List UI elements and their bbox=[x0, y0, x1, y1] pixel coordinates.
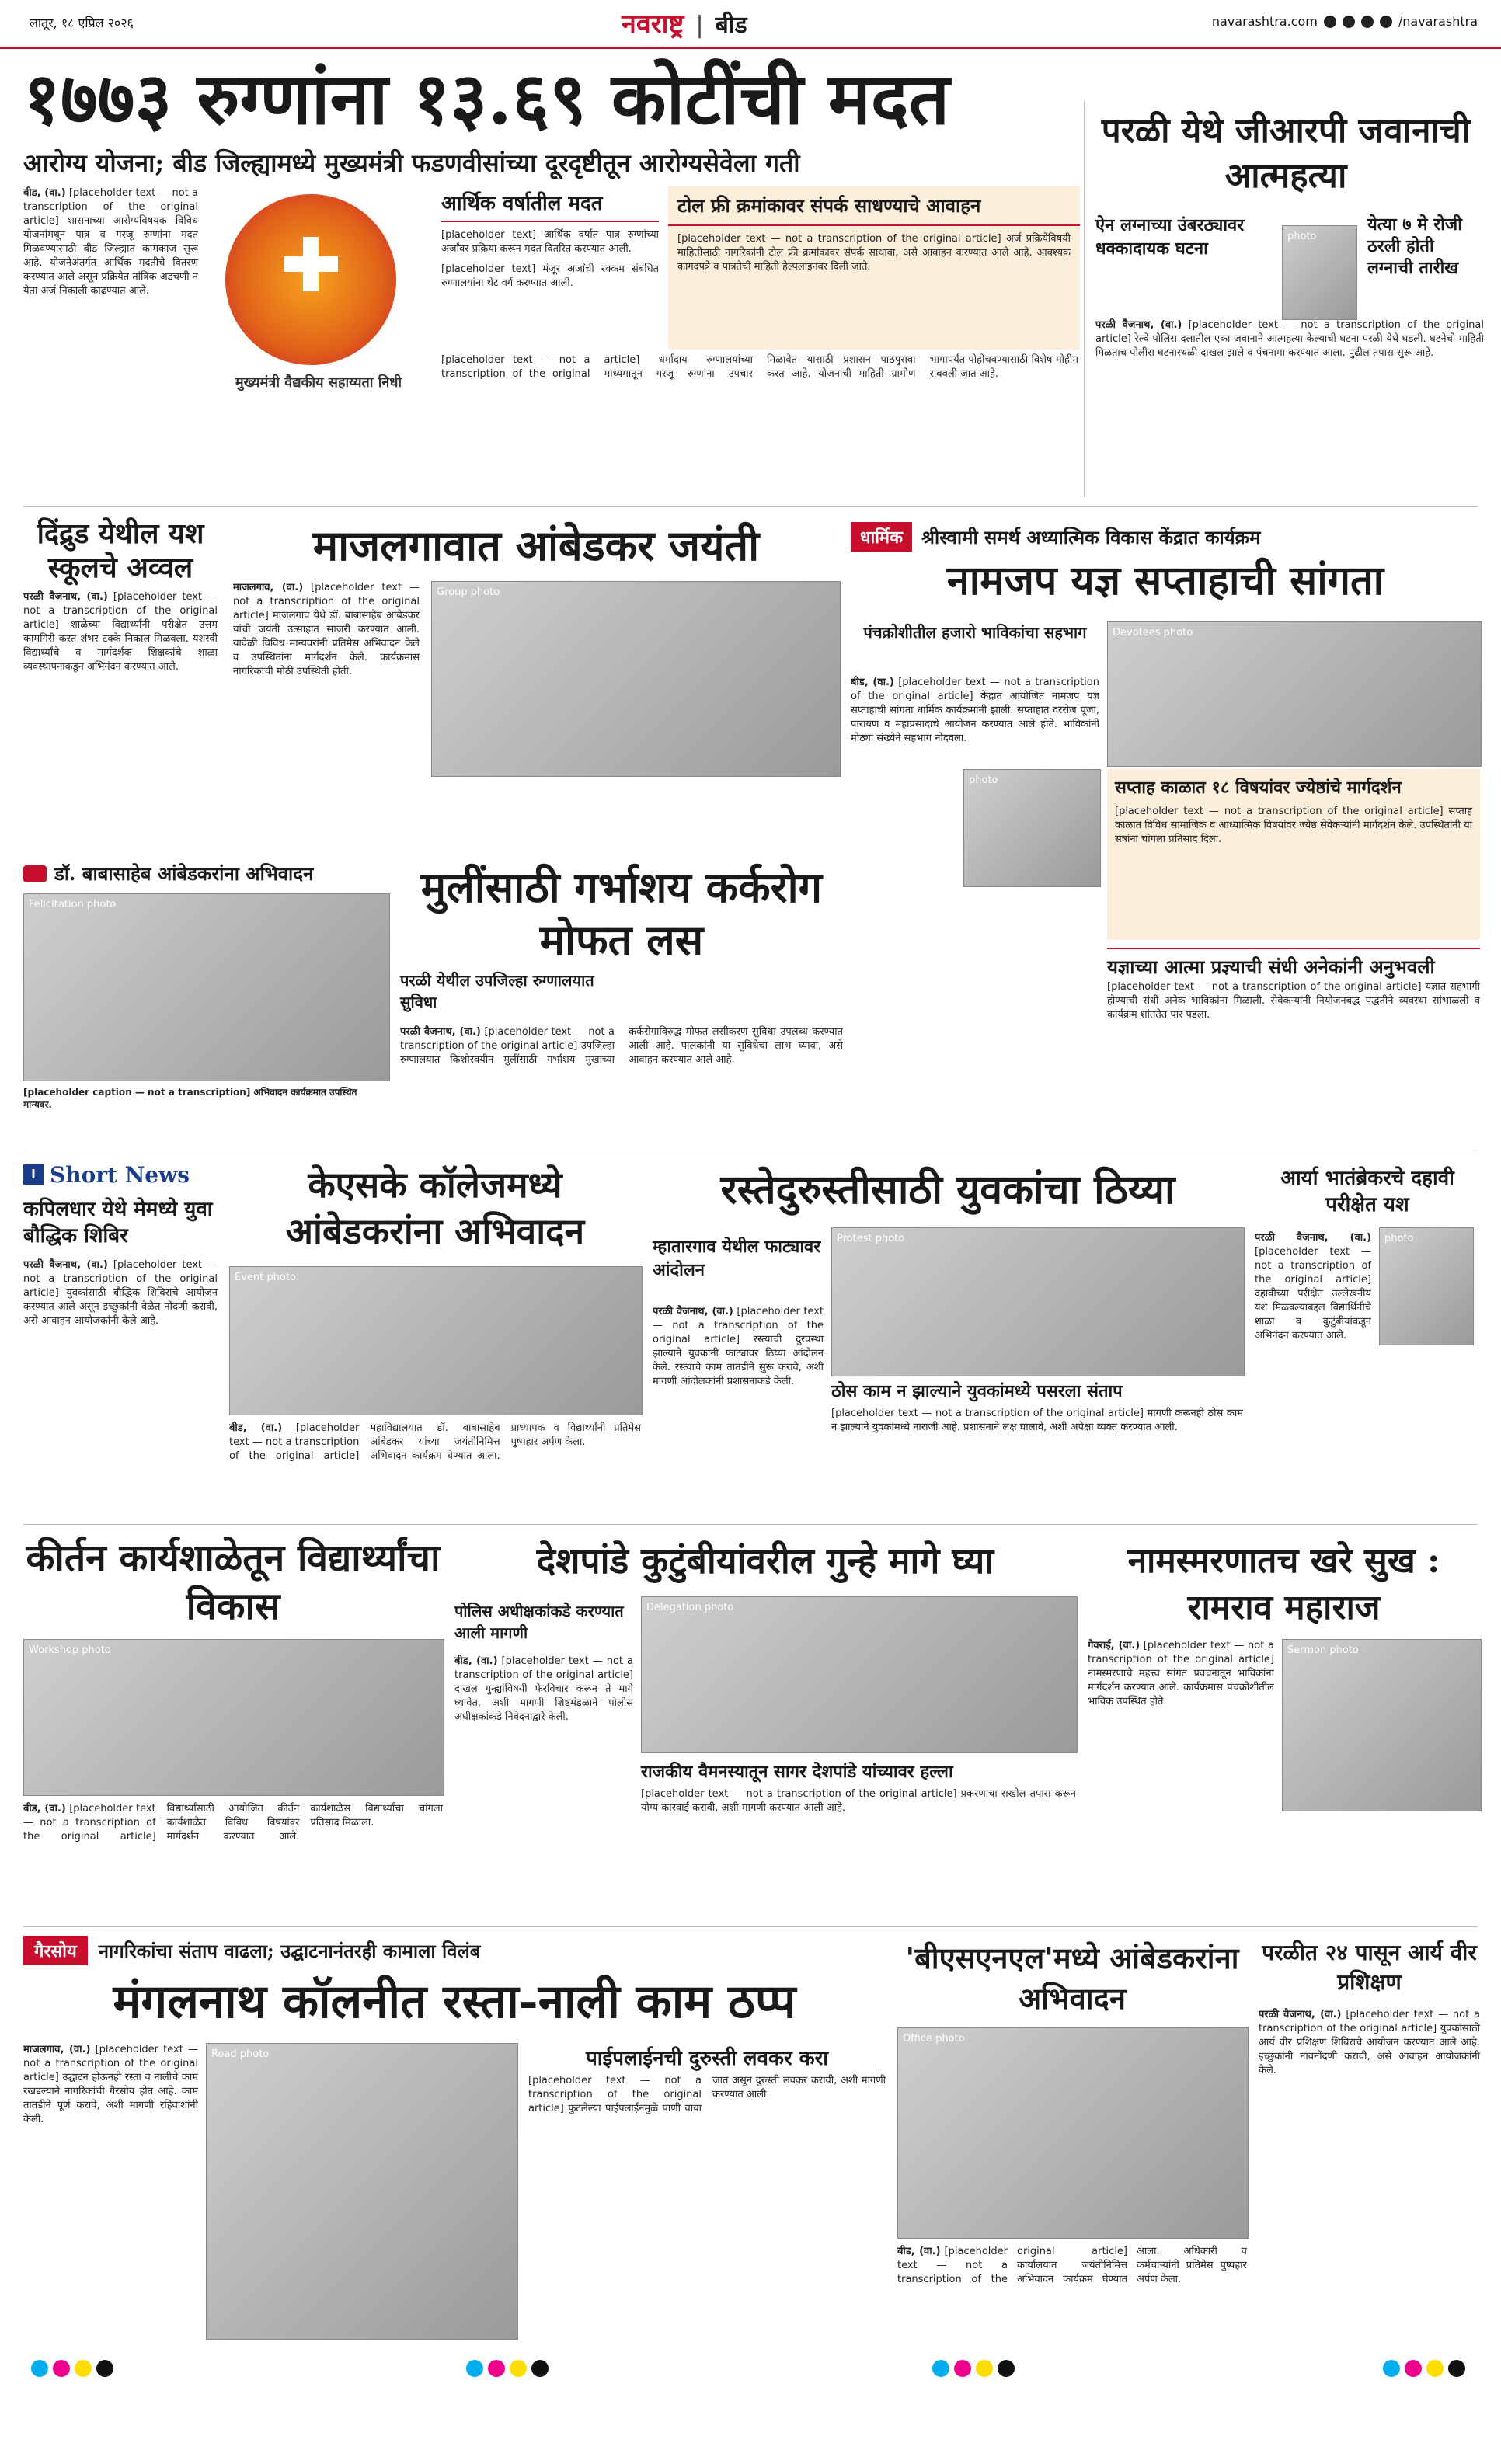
camera-icon bbox=[23, 865, 47, 882]
colony-sub-col bbox=[528, 2074, 886, 2338]
parli-jawan-photo: photo bbox=[1282, 225, 1357, 320]
colony-sub-body: [placeholder text — not a transcription of the original article] फुटलेल्या पाईपलाईनमुळे पाणी वाया जात असून दुरुस्ती लवकर करावी, अशी मागणी करण्यात आली. bbox=[528, 2075, 886, 2114]
deshpande-subhead: पोलिस अधीक्षकांकडे करण्यात आली मागणी bbox=[454, 1602, 624, 1642]
kirtan-photo: Workshop photo bbox=[23, 1639, 444, 1796]
colony-kicker: नागरिकांचा संताप वाढला; उद्घाटनानंतरही कामाला विलंब bbox=[98, 1939, 481, 1962]
samarth-body: [placeholder text — not a transcription of the original article] केंद्रात आयोजित नामजप यज्ञ सप्ताहाची सांगता धार्मिक कार्यक्रमांनी झाली. सप्ताहात दररोज पूजा, पारायण व महाप्रसादाचे आयोजन करण्यात आले होते. भाविकांनी मोठ्या संख्येने सहभाग नोंदवला. bbox=[851, 677, 1099, 744]
lead-dateline: बीड, (वा.) bbox=[23, 187, 66, 199]
roads-body: [placeholder text — not a transcription of the original article] रस्त्याची दुरवस्था झाल्याने युवकांनी फाट्यावर ठिय्या आंदोलन केले. रस्त्याचे काम तातडीने सुरू करावे, अशी मागणी आंदोलकांनी प्रशासनाकडे केली. bbox=[653, 1306, 824, 1387]
ramrao-body: [placeholder text — not a transcription of the original article] नामस्मरणाचे महत्त्व सांगत प्रवचनातून भाविकांना मार्गदर्शन करण्यात आले. कार्यक्रमास पंचक्रोशीतील भाविक उपस्थित होते. bbox=[1088, 1640, 1274, 1707]
samarth-tag: धार्मिक bbox=[851, 522, 912, 552]
facebook-icon[interactable] bbox=[1324, 16, 1336, 28]
lead-body: [placeholder text — not a transcription of the original article] शासनाच्या आरोग्यविषयक विविध योजनांमधून पात्र व गरजू रुग्णांना मदत मिळवण्यासाठी बीड जिल्ह्यात कामकाज सुरू आहे. योजनेअंतर्गत आर्थिक मदतीचे वितरण करण्यात आले असून प्रक्रियेत तांत्रिक अडचणी न येता अर्ज निकाली काढण्यात आले. bbox=[23, 187, 198, 297]
colony-body: [placeholder text — not a transcription of the original article] उद्घाटन होऊनही रस्ता व नालीचे काम रखडल्याने नागरिकांची गैरसोय होत आहे. काम तातडीने पूर्ण करावे, अशी मागणी रहिवाशांनी केली. bbox=[23, 2044, 198, 2125]
reg-dot-yellow-2 bbox=[510, 2360, 527, 2377]
kesk-headline: केएसके कॉलेजमध्ये आंबेडकरांना अभिवादन bbox=[285, 1164, 585, 1252]
bsnl-body-col bbox=[897, 2245, 1247, 2338]
reg-dot-black-3 bbox=[998, 2360, 1015, 2377]
majalgaon-headline: माजलगावात आंबेडकर जयंती bbox=[312, 520, 760, 570]
masthead bbox=[0, 0, 1501, 49]
samarth-yagya-body: [placeholder text — not a transcription of the original article] यज्ञात सहभागी होण्याची संधी अनेक भाविकांना मिळाली. सेवेकऱ्यांनी नियोजनबद्ध पद्धतीने व्यवस्था सांभाळली व कार्यक्रम शांततेत पार पडला. bbox=[1107, 981, 1480, 1021]
arya-training-body: [placeholder text — not a transcription of the original article] युवकांसाठी आर्य वीर प्रशिक्षण शिबिराचे आयोजन करण्यात आले आहे. इच्छुकांनी नावनोंदणी करावी, असे आवाहन आयोजकांनी केले. bbox=[1259, 2009, 1480, 2076]
deshpande-dateline: बीड, (वा.) bbox=[454, 1655, 498, 1667]
reg-dot-magenta-1 bbox=[53, 2360, 70, 2377]
samarth-guidance-title: सप्ताह काळात १८ विषयांवर ज्येष्ठांचे मार्गदर्शन bbox=[1115, 778, 1402, 798]
majalgaon-photo: Group photo bbox=[431, 581, 841, 777]
kesk-dateline: बीड, (वा.) bbox=[229, 1422, 283, 1434]
colony-strip bbox=[23, 1934, 886, 1967]
ambedkar-photo: Felicitation photo bbox=[23, 893, 390, 1081]
bsnl-photo: Office photo bbox=[897, 2027, 1249, 2239]
bsnl-body: [placeholder text — not a transcription of the original article] कार्यालयात जयंतीनिमित्त अभिवादन कार्यक्रम घेण्यात आला. अधिकारी व कर्मचाऱ्यांनी प्रतिमेस पुष्पहार अर्पण केला. bbox=[897, 2246, 1247, 2285]
reg-dot-black-1 bbox=[96, 2360, 113, 2377]
samarth-dateline: बीड, (वा.) bbox=[851, 677, 894, 688]
colony-photo: Road photo bbox=[206, 2043, 518, 2340]
roads-box-title: ठोस काम न झाल्याने युवकांमध्ये पसरला संताप bbox=[831, 1381, 1123, 1401]
kesk-body: [placeholder text — not a transcription of the original article] महाविद्यालयात डॉ. बाबासाहेब आंबेडकर यांच्या जयंतीनिमित्त अभिवादन कार्यक्रम घेण्यात आला. प्राध्यापक व विद्यार्थ्यांनी प्रतिमेस पुष्पहार अर्पण केला. bbox=[229, 1422, 641, 1462]
kirtan-headline: कीर्तन कार्यशाळेतून विद्यार्थ्यांचा विकास bbox=[26, 1537, 441, 1628]
fiscal-box bbox=[441, 188, 659, 291]
reg-dot-magenta-2 bbox=[488, 2360, 505, 2377]
brand-logo: नवराष्ट्र | बीड bbox=[622, 9, 747, 40]
roads-body-col bbox=[653, 1305, 824, 1515]
colony-body-col bbox=[23, 2043, 198, 2338]
arya-photo: photo bbox=[1379, 1227, 1474, 1345]
deshpande-photo-title: राजकीय वैमनस्यातून सागर देशपांडे यांच्यावर हल्ला bbox=[641, 1762, 953, 1782]
reg-dot-magenta-4 bbox=[1405, 2360, 1422, 2377]
arya-headline: आर्या भातंब्रेकरचे दहावी परीक्षेत यश bbox=[1280, 1167, 1454, 1216]
didrud-dateline: परळी वैजनाथ, (वा.) bbox=[23, 591, 108, 603]
colony-sub-title: पाईपलाईनची दुरुस्ती लवकर करा bbox=[585, 2047, 829, 2070]
cervical-headline: मुलींसाठी गर्भाशय कर्करोग मोफत लस bbox=[420, 862, 823, 965]
website-link[interactable]: navarashtra.com bbox=[1211, 14, 1318, 29]
roads-box bbox=[831, 1379, 1243, 1515]
ramrao-photo: Sermon photo bbox=[1282, 1639, 1482, 1811]
tollfree-body: [placeholder text — not a transcription of the original article] अर्ज प्रक्रियेविषयी माहितीसाठी नागरिकांनी टोल फ्री क्रमांकावर संपर्क साधावा, असे आवाहन करण्यात आले आहे. आवश्यक कागदपत्रे व पात्रतेची माहिती हेल्पलाइनवर दिली जाते. bbox=[677, 233, 1071, 273]
masthead-web bbox=[1212, 14, 1478, 29]
deshpande-photo: Delegation photo bbox=[641, 1596, 1078, 1753]
roads-headline: रस्तेदुरुस्तीसाठी युवकांचा ठिय्या bbox=[720, 1166, 1175, 1213]
arya-dateline: परळी वैजनाथ, (वा.) bbox=[1255, 1232, 1371, 1244]
lead-headline: १७७३ रुग्णांना १३.६९ कोटींची मदत bbox=[23, 57, 950, 141]
twitter-icon[interactable] bbox=[1343, 16, 1355, 28]
short-news-text: Short News bbox=[50, 1161, 190, 1188]
samarth-yagya-title: यज्ञाच्या आत्मा प्रज्ञ्याची संधी अनेकांनी अनुभवली bbox=[1107, 948, 1480, 980]
cervical-body: [placeholder text — not a transcription of the original article] उपजिल्हा रुग्णालयात किशोरवयीन मुलींसाठी गर्भाशय मुखाच्या कर्करोगाविरुद्ध मोफत लसीकरण सुविधा उपलब्ध करण्यात आली आहे. पालकांनी या सुविधेचा लाभ घ्यावा, असे आवाहन करण्यात आले आहे. bbox=[400, 1026, 843, 1066]
arya-training-headline: परळीत २४ पासून आर्य वीर प्रशिक्षण bbox=[1262, 1940, 1477, 1995]
reg-dot-yellow-4 bbox=[1426, 2360, 1444, 2377]
roads-dateline: परळी वैजनाथ, (वा.) bbox=[653, 1306, 733, 1317]
samarth-photo-2: photo bbox=[963, 769, 1101, 887]
roads-subhead: म्हातारगाव येथील फाट्यावर आंदोलन bbox=[653, 1237, 821, 1280]
samarth-subhead: पंचक्रोशीतील हजारो भाविकांचा सहभाग bbox=[863, 623, 1087, 642]
reg-dot-magenta-3 bbox=[954, 2360, 971, 2377]
kirtan-body: [placeholder text — not a transcription of the original article] विद्यार्थ्यांसाठी आयोजित कीर्तन कार्यशाळेत विविध विषयांवर मार्गदर्शन करण्यात आले. कार्यशाळेस विद्यार्थ्यांचा चांगला प्रतिसाद मिळाला. bbox=[23, 1803, 443, 1843]
short-news-body-col bbox=[23, 1258, 218, 1515]
samarth-kicker: श्रीस्वामी समर्थ अध्यात्मिक विकास केंद्रात कार्यक्रम bbox=[921, 525, 1261, 548]
majalgaon-body: [placeholder text — not a transcription of the original article] माजलगाव येथे डॉ. बाबासाहेब आंबेडकर यांची जयंती उत्साहात साजरी करण्यात आली. यावेळी विविध मान्यवरांनी प्रतिमेस अभिवादन केले व उपस्थितांना मार्गदर्शन केले. कार्यक्रमास नागरिकांची मोठी उपस्थिती होती. bbox=[233, 582, 420, 677]
samarth-yagya-col bbox=[1107, 980, 1480, 1143]
reg-dot-black-2 bbox=[531, 2360, 549, 2377]
samarth-guidance-body: [placeholder text — not a transcription of the original article] सप्ताह काळात विविध सामाजिक व आध्यात्मिक विषयांवर ज्येष्ठ सेवेकऱ्यांनी मार्गदर्शन केले. उपस्थितांनी या सत्रांना चांगला प्रतिसाद दिला. bbox=[1115, 806, 1472, 845]
didrud-headline: दिंद्रुड येथील यश स्कूलचे अव्वल bbox=[37, 517, 204, 584]
samarth-headline: नामजप यज्ञ सप्ताहाची सांगता bbox=[946, 557, 1384, 604]
didrud-body-col bbox=[23, 590, 218, 851]
ramrao-body-col bbox=[1088, 1639, 1274, 1919]
arya-body: [placeholder text — not a transcription of the original article] दहावीच्या परीक्षेत उल्लेखनीय यश मिळवल्याबद्दल विद्यार्थिनीचे शाळा व कुटुंबीयांकडून अभिनंदन करण्यात आले. bbox=[1255, 1246, 1371, 1342]
reg-dot-cyan-4 bbox=[1383, 2360, 1400, 2377]
ambedkar-photo-title-text: डॉ. बाबासाहेब आंबेडकरांना अभिवादन bbox=[54, 862, 314, 885]
arya-body-col bbox=[1255, 1231, 1371, 1344]
majalgaon-dateline: माजलगाव, (वा.) bbox=[233, 582, 304, 593]
ambedkar-photo-caption: [placeholder caption — not a transcription] अभिवादन कार्यक्रमात उपस्थित मान्यवर. bbox=[23, 1087, 357, 1110]
cervical-dateline: परळी वैजनाथ, (वा.) bbox=[400, 1026, 481, 1038]
date-line: लातूर, १८ एप्रिल २०२६ bbox=[30, 16, 134, 30]
colony-tag: गैरसोय bbox=[23, 1936, 88, 1965]
kesk-photo: Event photo bbox=[229, 1266, 643, 1415]
reg-dot-black-4 bbox=[1448, 2360, 1465, 2377]
reg-dot-yellow-3 bbox=[976, 2360, 993, 2377]
samarth-photo-1: Devotees photo bbox=[1107, 621, 1482, 767]
reg-dot-yellow-1 bbox=[75, 2360, 92, 2377]
samarth-strip bbox=[851, 520, 1480, 553]
kesk-body-col bbox=[229, 1422, 641, 1515]
lead-body-cols bbox=[441, 353, 1078, 493]
samarth-guidance-box bbox=[1107, 769, 1480, 940]
deshpande-body-col bbox=[454, 1655, 633, 1919]
cervical-body-col bbox=[400, 1025, 843, 1142]
didrud-body: [placeholder text — not a transcription of the original article] शाळेच्या विद्यार्थ्यांनी परीक्षेत उत्तम कामगिरी करत शंभर टक्के निकाल मिळवला. यशस्वी विद्यार्थ्यांचे व मार्गदर्शक शिक्षकांचे शाळा व्यवस्थापनाकडून अभिनंदन करण्यात आले. bbox=[23, 591, 218, 673]
social-handle[interactable]: /navarashtra bbox=[1398, 14, 1478, 29]
bsnl-dateline: बीड, (वा.) bbox=[897, 2246, 941, 2257]
roads-box-body: [placeholder text — not a transcription of the original article] मागणी करूनही ठोस काम न झाल्याने युवकांमध्ये नाराजी आहे. प्रशासनाने लक्ष घालावे, अशी अपेक्षा व्यक्त करण्यात आली. bbox=[831, 1408, 1243, 1433]
deshpande-photo-body: [placeholder text — not a transcription of the original article] प्रकरणाचा सखोल तपास करून योग्य कारवाई करावी, अशी मागणी करण्यात आली आहे. bbox=[641, 1788, 1076, 1814]
lead-body-col1 bbox=[23, 186, 198, 497]
lead-subhead: आरोग्य योजना; बीड जिल्ह्यामध्ये मुख्यमंत्री फडणवीसांच्या दूरदृष्टीतून आरोग्यसेवेला गती bbox=[23, 148, 800, 178]
cm-fund-logo bbox=[210, 194, 427, 412]
fiscal-point-2: [placeholder text] मंजूर अर्जांची रक्कम संबंधित रुग्णालयांना थेट वर्ग करण्यात आली. bbox=[441, 263, 659, 289]
reg-dot-cyan-2 bbox=[466, 2360, 483, 2377]
fiscal-title: आर्थिक वर्षातील मदत bbox=[441, 188, 659, 222]
red-cross-icon bbox=[284, 237, 338, 291]
print-registration-strip bbox=[0, 2354, 1501, 2385]
roads-photo: Protest photo bbox=[831, 1227, 1245, 1376]
colony-headline: मंगलनाथ कॉलनीत रस्ता-नाली काम ठप्प bbox=[113, 1975, 796, 2029]
deshpande-box bbox=[641, 1759, 1076, 1919]
short-news-headline: कपिलधार येथे मेमध्ये युवा बौद्धिक शिबिर bbox=[23, 1198, 213, 1248]
logo-text: मुख्यमंत्री वैद्यकीय सहाय्यता निधी bbox=[235, 374, 402, 391]
kirtan-body-col bbox=[23, 1802, 443, 1919]
ramrao-headline: नामस्मरणातच खरे सुख : रामराव महाराज bbox=[1127, 1541, 1440, 1627]
tollfree-title: टोल फ्री क्रमांकावर संपर्क साधण्याचे आवाहन bbox=[668, 186, 1080, 226]
arya-training-dateline: परळी वैजनाथ, (वा.) bbox=[1259, 2009, 1342, 2020]
parli-body-col bbox=[1095, 318, 1484, 493]
instagram-icon[interactable] bbox=[1361, 16, 1374, 28]
ambedkar-photo-title bbox=[23, 861, 388, 886]
short-news-dateline: परळी वैजनाथ, (वा.) bbox=[23, 1259, 108, 1271]
parli-headline: परळी येथे जीआरपी जवानाची आत्महत्या bbox=[1101, 111, 1471, 196]
fiscal-point-1: [placeholder text] आर्थिक वर्षात पात्र रुग्णांच्या अर्जांवर प्रक्रिया करून मदत वितरित करण्यात आली. bbox=[441, 229, 659, 255]
arya-training-body-col bbox=[1259, 2008, 1480, 2338]
parli-side-head: येत्या ७ मे रोजी ठरली होती लग्नाची तारीख bbox=[1367, 214, 1462, 278]
majalgaon-body-col bbox=[233, 581, 420, 849]
cervical-subhead: परळी येथील उपजिल्हा रुग्णालयात सुविधा bbox=[400, 971, 594, 1011]
bsnl-headline: 'बीएसएनएल'मध्ये आंबेडकरांना अभिवादन bbox=[905, 1940, 1239, 2016]
brand-name: नवराष्ट्र bbox=[622, 9, 684, 40]
deshpande-headline: देशपांडे कुटुंबीयांवरील गुन्हे मागे घ्या bbox=[536, 1540, 994, 1582]
parli-body: [placeholder text — not a transcription of the original article] रेल्वे पोलिस दलातील एका जवानाने आत्महत्या केल्याची घटना परळी येथे घडली. घटनेची माहिती मिळताच पोलीस घटनास्थळी दाखल झाले व पंचनामा करण्यात आला. पुढील तपास सुरू आहे. bbox=[1095, 319, 1484, 359]
info-icon: i bbox=[23, 1164, 44, 1185]
kirtan-dateline: बीड, (वा.) bbox=[23, 1803, 66, 1815]
short-news-label bbox=[23, 1159, 210, 1190]
youtube-icon[interactable] bbox=[1380, 16, 1392, 28]
tollfree-box bbox=[668, 186, 1080, 350]
ramrao-dateline: गेवराई, (वा.) bbox=[1088, 1640, 1141, 1651]
parli-kicker: ऐन लग्नाच्या उंबरठ्यावर धक्कादायक घटना bbox=[1095, 215, 1245, 259]
reg-dot-cyan-3 bbox=[932, 2360, 949, 2377]
deshpande-body: [placeholder text — not a transcription of the original article] दाखल गुन्ह्यांविषयी फेरविचार करून ते मागे घ्यावेत, अशी मागणी शिष्टमंडळाने पोलीस अधीक्षकांकडे निवेदनाद्वारे केली. bbox=[454, 1655, 633, 1723]
lead-body-2: [placeholder text — not a transcription of the original article] धर्मादाय रुग्णालयांच्या माध्यमातून गरजू रुग्णांना उपचार मिळावेत यासाठी प्रशासन पाठपुरावा करत आहे. योजनांची माहिती ग्रामीण भागापर्यंत पोहोचवण्यासाठी विशेष मोहीम राबवली जात आहे. bbox=[441, 354, 1078, 380]
reg-dot-cyan-1 bbox=[31, 2360, 48, 2377]
short-news-body: [placeholder text — not a transcription of the original article] युवकांसाठी बौद्धिक शिबिराचे आयोजन करण्यात आले असून इच्छुकांनी वेळेत नोंदणी करावी, असे आवाहन आयोजकांनी केले आहे. bbox=[23, 1259, 218, 1327]
parli-dateline: परळी वैजनाथ, (वा.) bbox=[1095, 319, 1182, 331]
edition-name: बीड bbox=[715, 12, 747, 39]
colony-dateline: माजलगाव, (वा.) bbox=[23, 2044, 91, 2055]
